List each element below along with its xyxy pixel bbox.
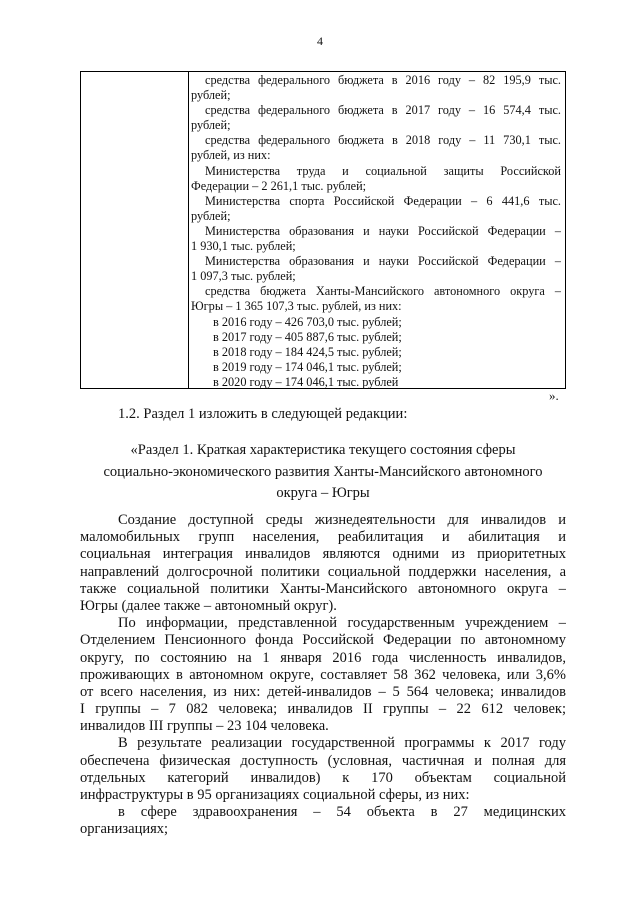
table-line: рублей;: [191, 208, 231, 223]
table-line: средства бюджета Ханты-Мансийского автономного округа –: [205, 284, 561, 299]
amendment-item: 1.2. Раздел 1 изложить в следующей редакции:: [118, 406, 408, 422]
table-line: Министерства образования и науки Российской Федерации –: [205, 254, 561, 269]
body-line: направлений долгосрочной политики социальной поддержки населения, а: [80, 563, 566, 580]
body-line: маломобильных групп населения, реабилитация и абилитация и: [80, 529, 566, 546]
table-line: средства федерального бюджета в 2018 году – 11 730,1 тыс.: [205, 133, 561, 148]
body-line: также социальной политики Ханты-Мансийского автономного округа –: [80, 580, 566, 597]
body-text: [80, 512, 566, 839]
table-line: Югры – 1 365 107,3 тыс. рублей, из них:: [191, 299, 402, 314]
body-line: Югры (далее также – автономный округ).: [80, 597, 337, 614]
table-line: 1 097,3 тыс. рублей;: [191, 269, 296, 284]
heading-line: округа – Югры: [276, 485, 370, 501]
body-line: Создание доступной среды жизнедеятельности для инвалидов и: [118, 512, 566, 528]
table-line: 1 930,1 тыс. рублей;: [191, 239, 296, 254]
body-line: социальная интеграция инвалидов являются одними из приоритетных: [80, 546, 566, 563]
table-line: Министерства спорта Российской Федерации – 6 441,6 тыс.: [205, 193, 561, 208]
body-line: отдельных категорий инвалидов) к 170 объектам социальной: [80, 769, 566, 786]
body-line: В результате реализации государственной программы к 2017 году: [118, 735, 566, 752]
table-line: в 2019 году – 174 046,1 тыс. рублей;: [213, 359, 402, 374]
body-line: обеспечена физическая доступность (условная, частичная и полная для: [80, 752, 566, 769]
table-content: [191, 73, 561, 390]
body-line: проживающих в автономном округе, составляет 58 362 человека, или 3,6%: [80, 666, 566, 683]
budget-table: [80, 71, 566, 389]
table-line: в 2018 году – 184 424,5 тыс. рублей;: [213, 344, 402, 359]
section-heading: [80, 440, 566, 505]
table-line: в 2017 году – 405 887,6 тыс. рублей;: [213, 329, 402, 344]
body-line: По информации, представленной государственным учреждением –: [118, 615, 566, 632]
table-line: Министерства труда и социальной защиты Российской: [205, 163, 561, 178]
body-line: I группы – 7 082 человека; инвалидов II группы – 22 612 человек;: [80, 701, 566, 718]
body-line: от всего населения, из них: детей-инвалидов – 5 564 человека; инвалидов: [80, 683, 566, 700]
body-line: организациях;: [80, 821, 169, 838]
body-line: инфраструктуры в 95 организациях социальной сферы, из них:: [80, 787, 470, 803]
table-line: в 2020 году – 174 046,1 тыс. рублей: [213, 374, 399, 389]
closing-quote: ».: [549, 388, 559, 403]
table-line: рублей, из них:: [191, 148, 271, 163]
table-line: Федерации – 2 261,1 тыс. рублей;: [191, 178, 367, 193]
heading-line: «Раздел 1. Краткая характеристика текущего состояния сферы: [130, 442, 516, 458]
table-left-column: [81, 72, 189, 388]
table-line: средства федерального бюджета в 2016 году – 82 195,9 тыс.: [205, 73, 561, 87]
page-number: 4: [317, 34, 323, 48]
table-line: Министерства образования и науки Российской Федерации –: [205, 223, 561, 238]
table-line: средства федерального бюджета в 2017 году – 16 574,4 тыс.: [205, 103, 561, 118]
table-line: в 2016 году – 426 703,0 тыс. рублей;: [213, 314, 402, 329]
body-line: Отделением Пенсионного фонда Российской Федерации по автономному: [80, 632, 566, 649]
table-line: рублей;: [191, 118, 231, 133]
table-line: рублей;: [191, 88, 231, 103]
body-line: инвалидов III группы – 23 104 человека.: [80, 718, 329, 735]
heading-line: социально-экономического развития Ханты-Мансийского автономного: [103, 463, 543, 480]
body-line: в сфере здравоохранения – 54 объекта в 27 медицинских: [118, 804, 566, 821]
body-line: округу, по состоянию на 1 января 2016 года численность инвалидов,: [80, 649, 566, 666]
